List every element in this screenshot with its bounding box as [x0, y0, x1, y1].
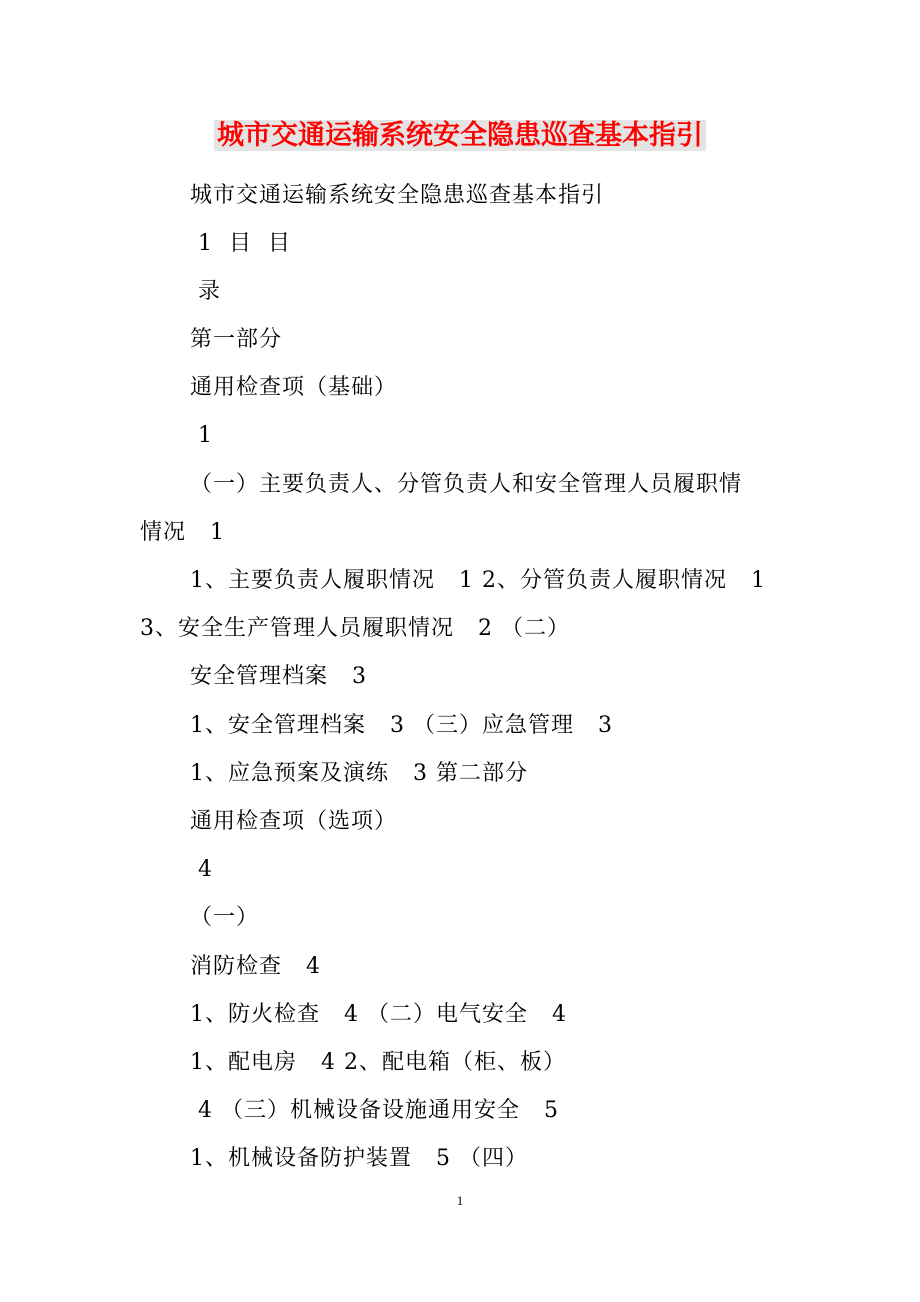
body-line: 城市交通运输系统安全隐患巡查基本指引: [190, 183, 605, 208]
body-line: 安全管理档案 3: [190, 664, 367, 689]
body-line: 通用检查项（基础）: [190, 375, 398, 400]
body-line: 情况 1: [140, 520, 225, 545]
body-line: 1: [190, 423, 213, 448]
page-title: [0, 116, 920, 156]
body-line: （一）: [190, 905, 260, 930]
body-line: 通用检查项（选项）: [190, 809, 398, 834]
body-line: 4: [190, 857, 213, 882]
body-line: 4 （三）机械设备设施通用安全 5: [190, 1098, 559, 1123]
body-line: 3、安全生产管理人员履职情况 2 （二）: [140, 616, 570, 641]
body-line: 1 目 目: [190, 231, 291, 256]
body-line: 1、安全管理档案 3 （三）应急管理 3: [190, 713, 613, 738]
body-line: 1、主要负责人履职情况 1 2、分管负责人履职情况 1: [190, 568, 766, 593]
page-title-text: 城市交通运输系统安全隐患巡查基本指引: [214, 120, 706, 151]
body-line: 1、机械设备防护装置 5 （四）: [190, 1146, 528, 1171]
body-line: （一）主要负责人、分管负责人和安全管理人员履职情: [190, 472, 743, 497]
body-line: 第一部分: [190, 327, 283, 352]
body-line: 1、配电房 4 2、配电箱（柜、板）: [190, 1050, 566, 1075]
body-line: 1、防火检查 4 （二）电气安全 4: [190, 1002, 567, 1027]
body-line: 录: [190, 279, 221, 304]
body-line: 1、应急预案及演练 3 第二部分: [190, 761, 528, 786]
body-line: 消防检查 4: [190, 954, 321, 979]
page-number: 1: [456, 1193, 464, 1208]
